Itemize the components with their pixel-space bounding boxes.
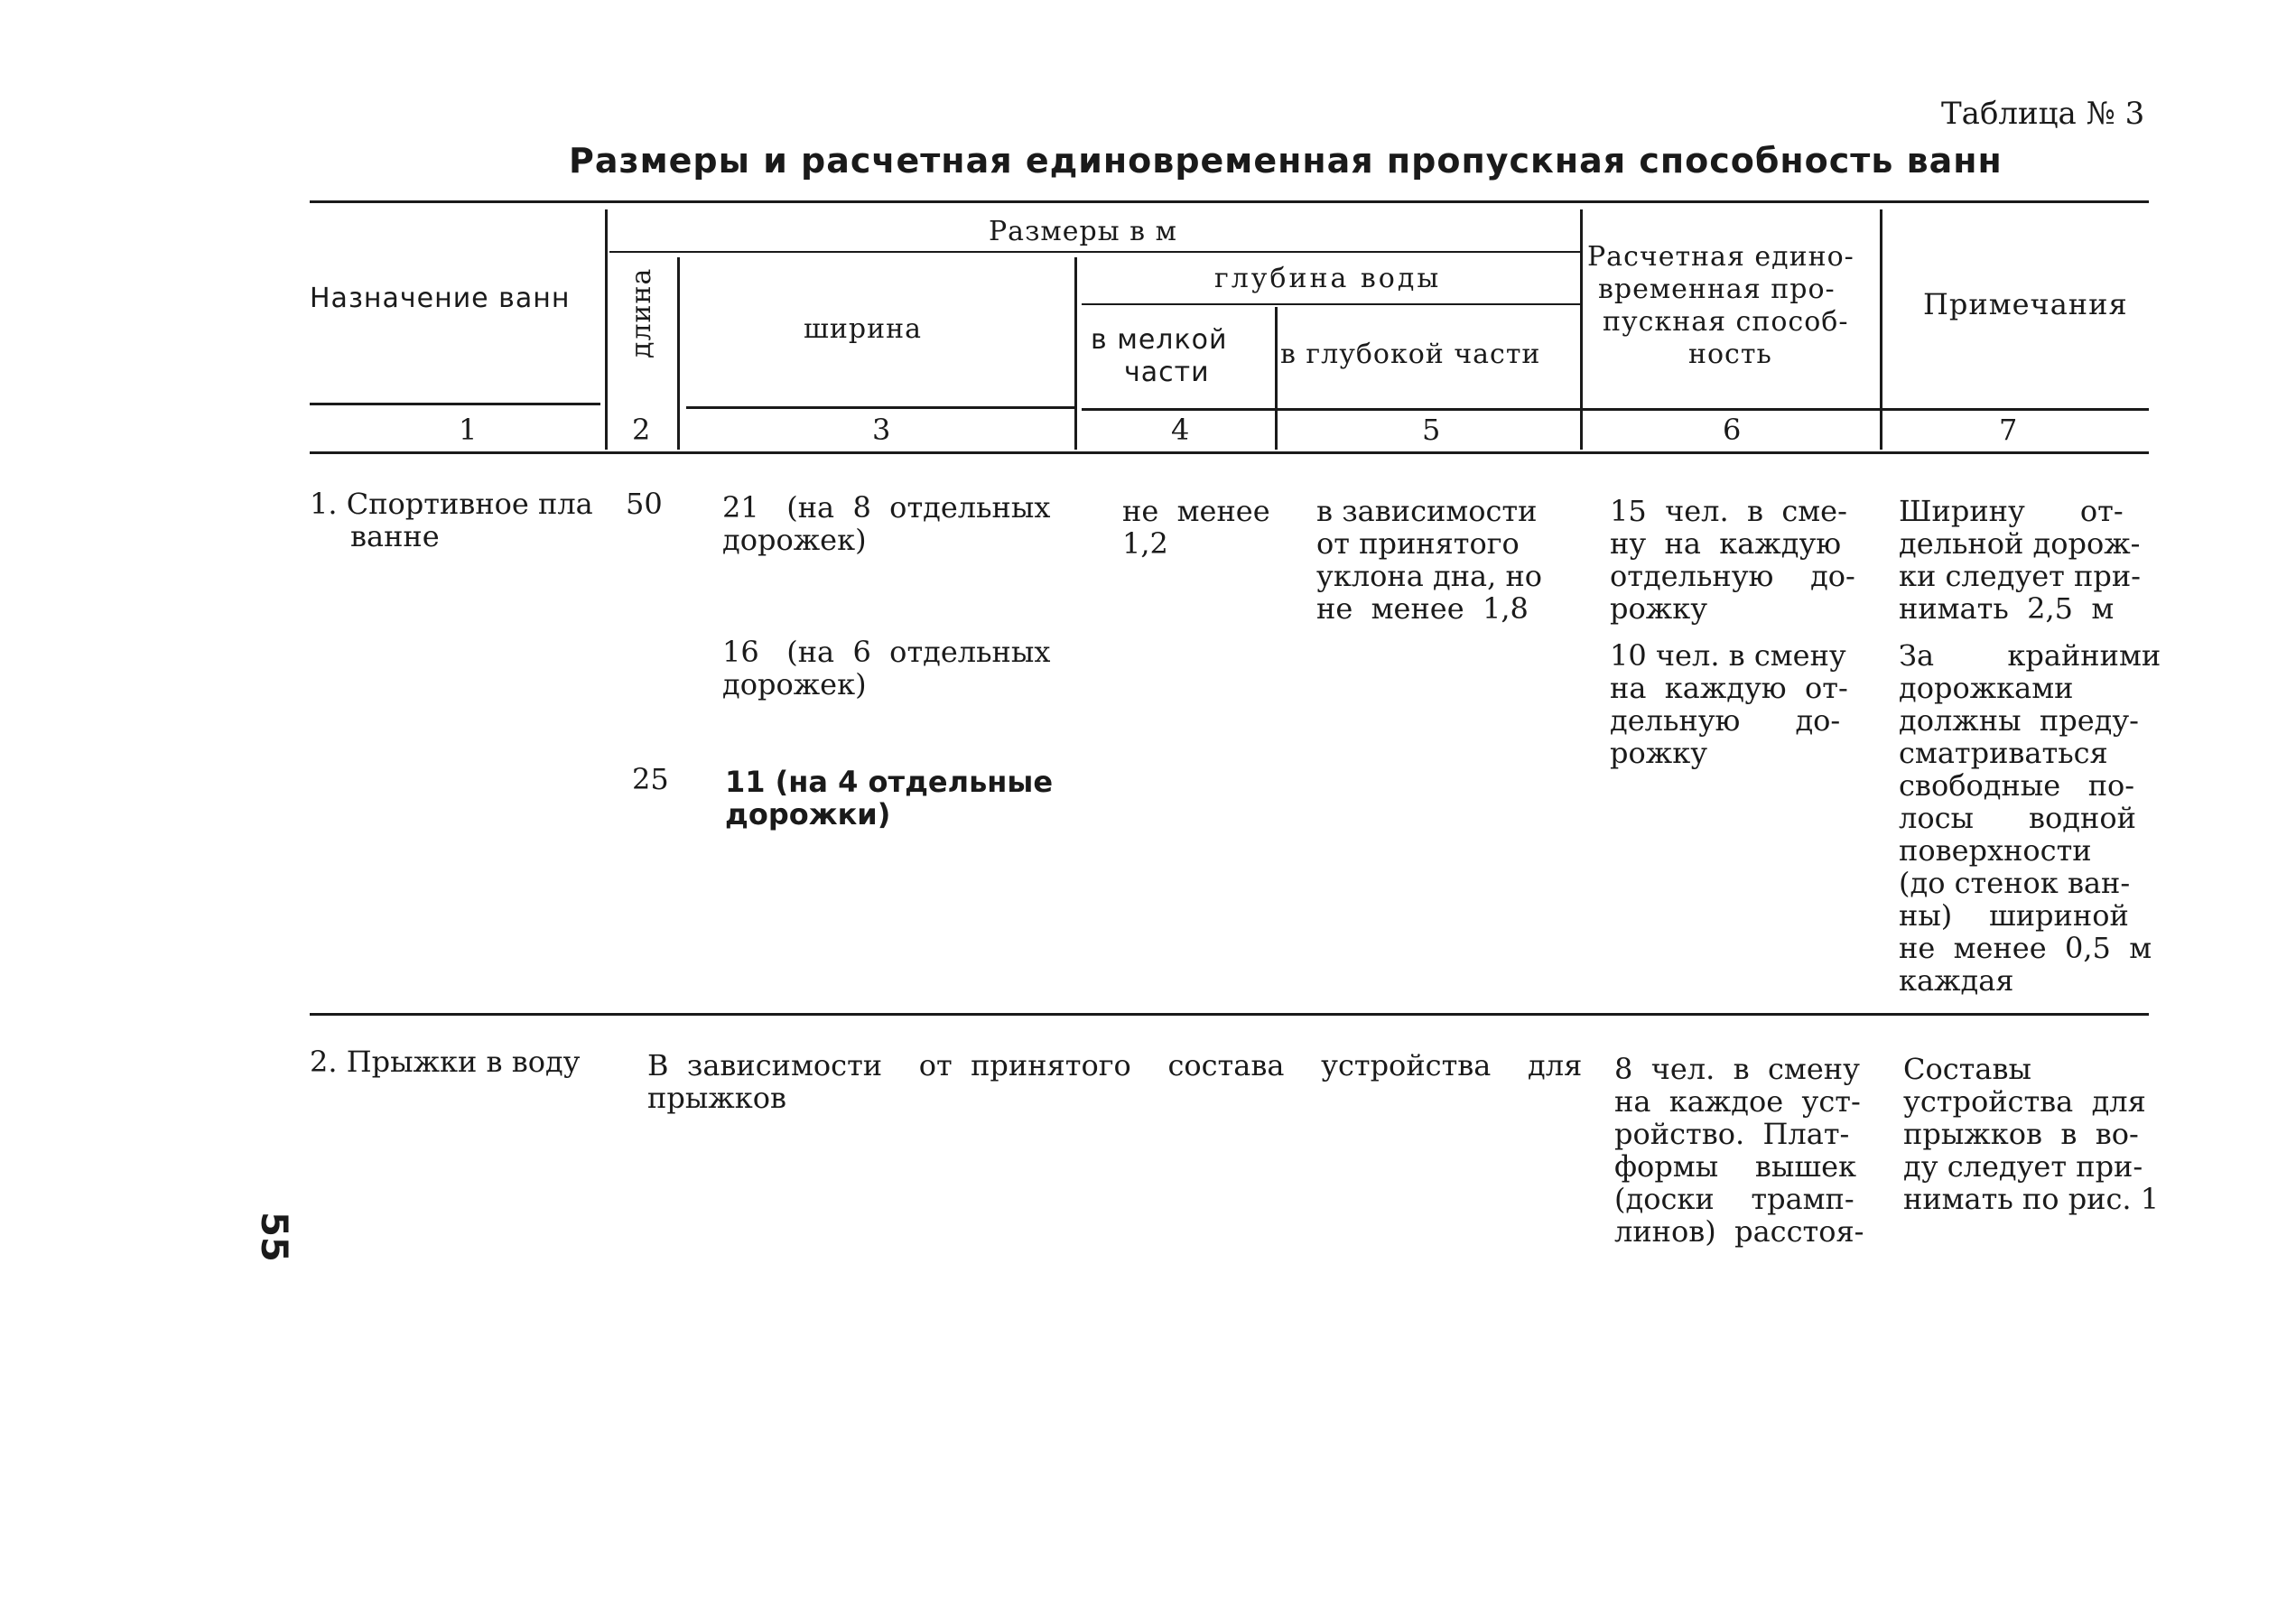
header-capacity-4: ность <box>1688 339 1772 370</box>
row1-note-a-3: ки следует при- <box>1899 559 2141 593</box>
row2-capacity-1: 8 чел. в смену <box>1614 1052 1860 1086</box>
row1-capacity-b-2: на каждую от- <box>1610 671 1848 705</box>
row1-note-b-6: лосы водной <box>1899 801 2136 835</box>
header-shallow-2: части <box>1124 357 1210 388</box>
rule-depth <box>1082 303 1583 305</box>
col-number-7: 7 <box>1999 413 2018 447</box>
header-capacity-1: Расчетная едино- <box>1587 241 1854 273</box>
row1-note-b-8: (до стенок ван- <box>1899 866 2131 900</box>
row1-capacity-a-3: отдельную до- <box>1610 559 1855 593</box>
row1-width-b-1: 16 (на 6 отдельных <box>722 635 1051 669</box>
row2-capacity-2: на каждое уст- <box>1614 1084 1861 1119</box>
row1-deep-1: в зависимости <box>1316 494 1538 528</box>
vline-3 <box>1074 257 1077 450</box>
row1-deep-3: уклона дна, но <box>1316 559 1543 593</box>
col-number-5: 5 <box>1422 413 1441 447</box>
col-number-1: 1 <box>459 413 478 447</box>
header-width: ширина <box>804 313 922 345</box>
vline-6 <box>1880 209 1882 450</box>
row1-note-b-5: свободные по- <box>1899 768 2135 803</box>
row2-name: 2. Прыжки в воду <box>310 1045 581 1079</box>
row1-note-b-4: сматриваться <box>1899 736 2108 770</box>
header-deep: в глубокой части <box>1280 339 1541 370</box>
rule-colnum-top-1 <box>310 403 600 405</box>
table-label: Таблица № 3 <box>1941 96 2145 132</box>
header-length: длина <box>626 267 657 358</box>
row2-capacity-5: (доски трамп- <box>1614 1182 1854 1216</box>
col-number-6: 6 <box>1723 413 1742 447</box>
row1-width-c-1: 11 (на 4 отдельные <box>725 765 1054 799</box>
row1-length-25: 25 <box>632 762 669 796</box>
header-depth: глубина воды <box>1214 263 1442 294</box>
row1-capacity-a-1: 15 чел. в сме- <box>1610 494 1847 528</box>
page-title: Размеры и расчетная единовременная пропускная способность ванн <box>569 141 2003 181</box>
row2-capacity-6: линов) расстоя- <box>1614 1214 1864 1249</box>
col-number-2: 2 <box>632 413 651 447</box>
col-number-3: 3 <box>872 413 891 447</box>
row2-note-1: Составы <box>1903 1052 2031 1086</box>
row2-span-1: В зависимости от принятого состава устройства для <box>647 1048 1583 1082</box>
header-sizes: Размеры в м <box>989 216 1177 247</box>
row1-capacity-a-4: рожку <box>1610 591 1708 626</box>
header-shallow-1: в мелкой <box>1091 324 1228 356</box>
row1-note-b-2: дорожками <box>1899 671 2074 705</box>
row2-note-3: прыжков в во- <box>1903 1117 2139 1151</box>
row1-capacity-b-1: 10 чел. в смену <box>1610 638 1846 673</box>
row1-deep-2: от принятого <box>1316 526 1520 561</box>
row1-note-b-7: поверхности <box>1899 833 2092 868</box>
row2-capacity-3: ройство. Плат- <box>1614 1117 1850 1151</box>
vline-1 <box>605 209 608 450</box>
row1-width-c-2: дорожки) <box>725 797 891 832</box>
vline-5 <box>1580 209 1583 450</box>
row1-note-a-2: дельной дорож- <box>1899 526 2141 561</box>
row1-note-b-10: не менее 0,5 м <box>1899 931 2152 965</box>
row1-note-b-11: каждая <box>1899 963 2014 998</box>
row2-note-5: нимать по рис. 1 <box>1903 1182 2160 1216</box>
row1-shallow-2: 1,2 <box>1122 526 1168 561</box>
row1-deep-4: не менее 1,8 <box>1316 591 1529 626</box>
row1-capacity-b-4: рожку <box>1610 736 1708 770</box>
row1-note-b-9: ны) шириной <box>1899 898 2129 933</box>
row1-name-1: 1. Спортивное пла <box>310 487 593 521</box>
row2-span-2: прыжков <box>647 1081 786 1115</box>
rule-colnum-top-3 <box>1082 408 2149 411</box>
rule-sizes <box>609 251 1583 253</box>
row1-note-a-1: Ширину от- <box>1899 494 2124 528</box>
rule-top <box>310 200 2149 203</box>
col-number-4: 4 <box>1171 413 1190 447</box>
row1-capacity-a-2: ну на каждую <box>1610 526 1842 561</box>
header-notes: Примечания <box>1923 287 2128 321</box>
row1-shallow-1: не менее <box>1122 494 1270 528</box>
rule-header-bottom <box>310 451 2149 454</box>
row1-note-b-3: должны преду- <box>1899 703 2139 738</box>
row1-note-a-4: нимать 2,5 м <box>1899 591 2115 626</box>
row1-capacity-b-3: дельную до- <box>1610 703 1841 738</box>
vline-2 <box>677 257 680 450</box>
row1-width-b-2: дорожек) <box>722 667 867 701</box>
rule-colnum-top-2 <box>686 406 1074 409</box>
row1-width-a-1: 21 (на 8 отдельных <box>722 490 1051 525</box>
row1-length-50: 50 <box>626 487 663 521</box>
header-capacity-2: временная про- <box>1598 274 1836 305</box>
page-number: 55 <box>252 1212 294 1262</box>
row1-note-b-1: За крайними <box>1899 638 2161 673</box>
row2-capacity-4: формы вышек <box>1614 1149 1857 1184</box>
vline-4 <box>1275 307 1278 450</box>
header-capacity-3: пускная способ- <box>1603 306 1849 338</box>
row1-name-2: ванне <box>350 519 440 553</box>
row2-note-2: устройства для <box>1903 1084 2146 1119</box>
rule-row-separator <box>310 1013 2149 1016</box>
row2-note-4: ду следует при- <box>1903 1149 2143 1184</box>
row1-width-a-2: дорожек) <box>722 523 867 557</box>
header-purpose: Назначение ванн <box>310 283 571 314</box>
